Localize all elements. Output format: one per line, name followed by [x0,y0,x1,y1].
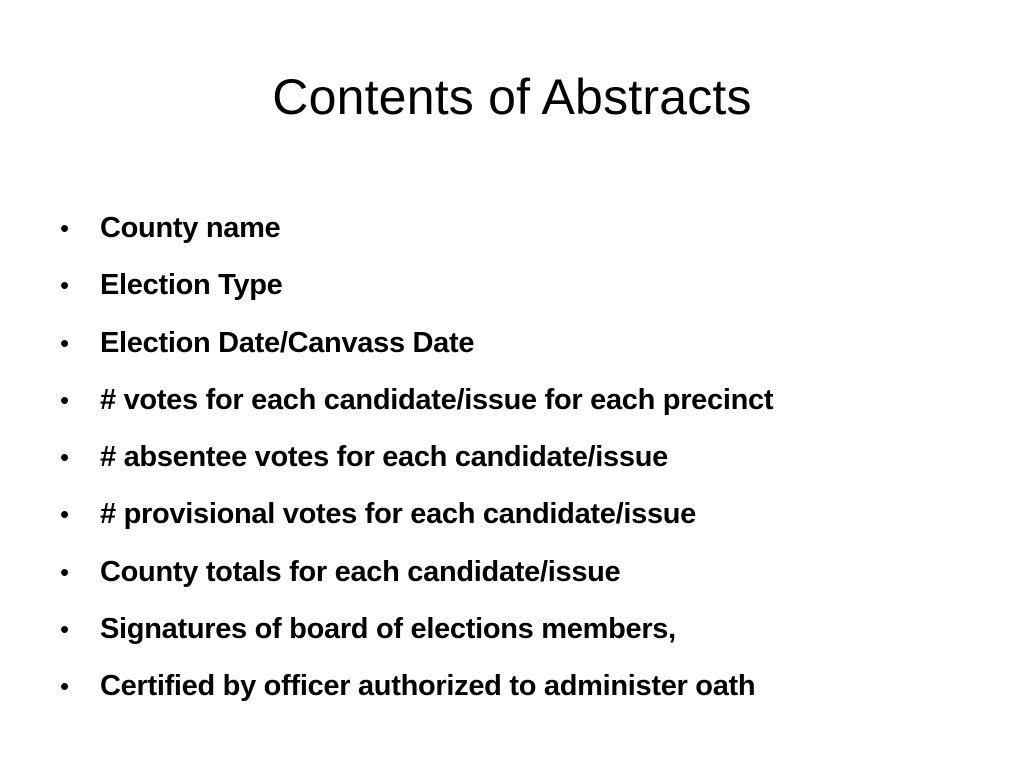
bullet-text: Signatures of board of elections members, [100,613,676,646]
bullet-item [56,601,996,658]
bullet-text: Election Date/Canvass Date [100,326,475,359]
bullet-icon: • [60,270,70,301]
bullet-text: County name [100,212,281,244]
bullet-text: Certified by officer authorized to administer oath [100,670,756,703]
bullet-text: # absentee votes for each candidate/issue [100,441,668,474]
bullet-item [56,486,996,543]
bullet-text: County totals for each candidate/issue [100,555,621,588]
bullet-list [56,200,996,716]
bullet-icon: • [60,213,70,243]
bullet-icon: • [60,556,70,587]
bullet-item [56,429,996,486]
bullet-text: # provisional votes for each candidate/issue [100,498,697,531]
bullet-text: # votes for each candidate/issue for each precinct [100,383,774,416]
bullet-item [56,372,996,429]
bullet-icon: • [60,442,70,473]
bullet-text: Election Type [100,269,283,302]
bullet-icon: • [60,327,70,358]
slide-title: Contents of Abstracts [272,69,752,125]
bullet-icon: • [60,499,70,530]
bullet-item [56,544,996,601]
bullet-icon: • [60,671,70,702]
bullet-item [56,257,996,314]
bullet-icon: • [60,384,70,415]
bullet-icon: • [60,614,70,645]
bullet-item [56,200,996,257]
bullet-item [56,658,996,715]
bullet-item [56,315,996,372]
